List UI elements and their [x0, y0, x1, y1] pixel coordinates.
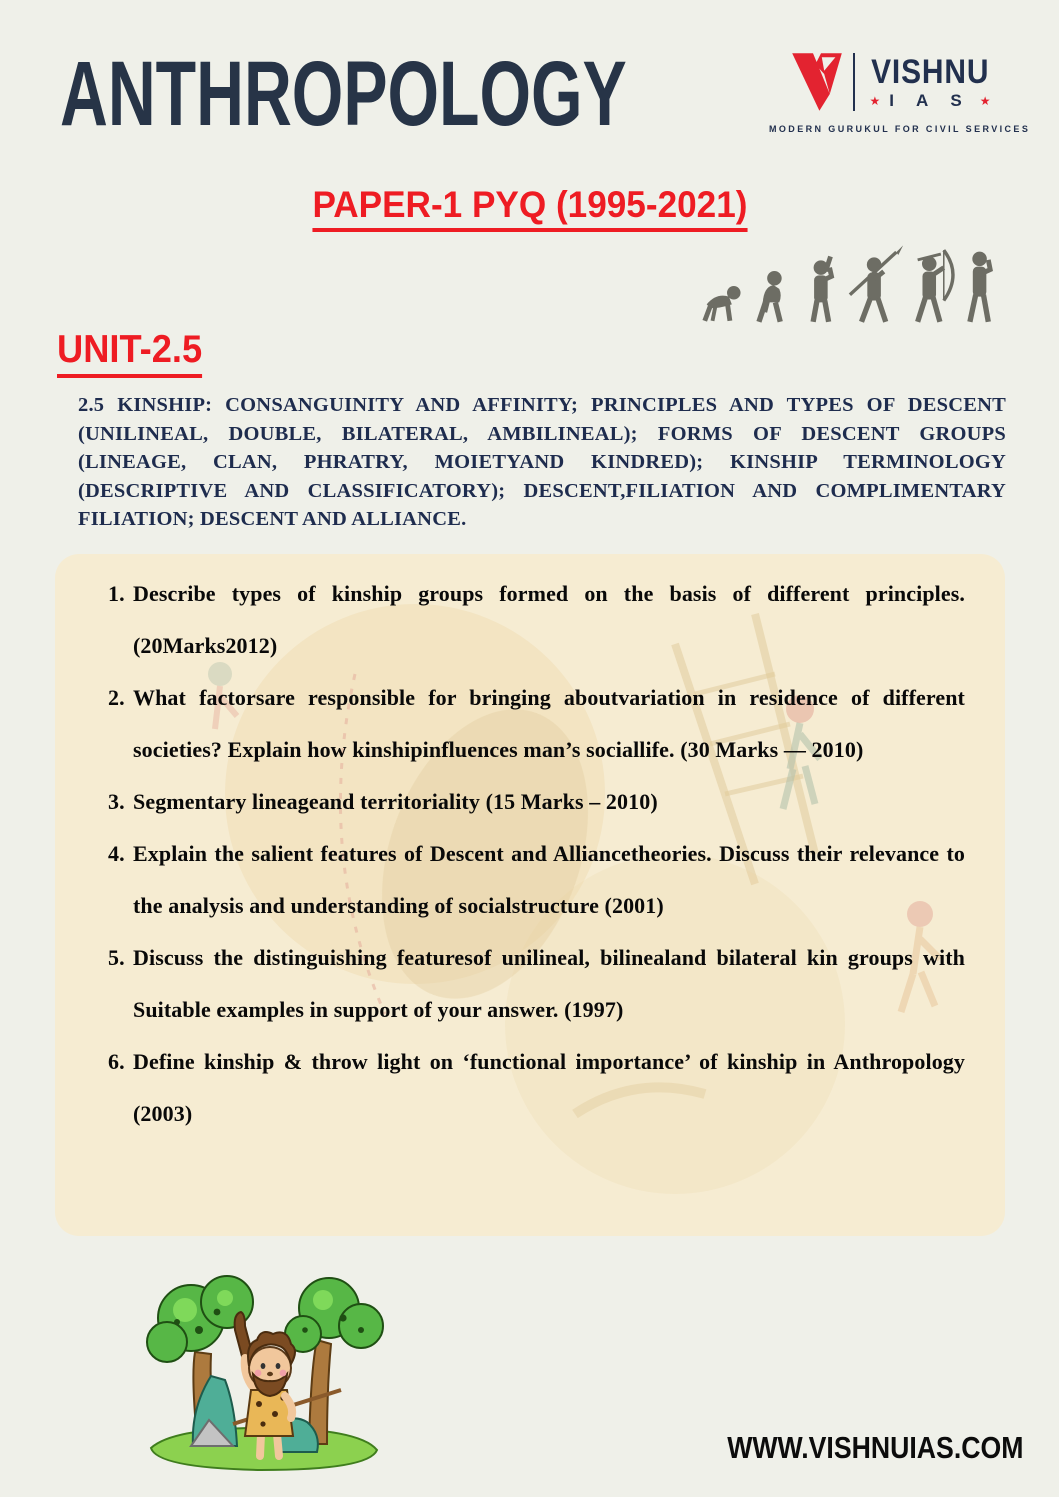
question-item [108, 776, 965, 828]
questions-panel [55, 554, 1005, 1236]
question-text: Segmentary lineageand territoriality (15 Marks – 2010) [133, 789, 658, 814]
logo-divider [853, 53, 855, 111]
evolution-of-man-icon [697, 243, 997, 328]
syllabus-text: 2.5 KINSHIP: CONSANGUINITY AND AFFINITY; PRINCIPLES AND TYPES OF DESCENT (UNILINEAL, DOUBLE, BILATERAL, AMBILINEAL); FORMS OF DESCENT GROUPS (LINEAGE, CLAN, PHRATRY, MOIETYAND KINDRED); KINSHIP TERMINOLOGY (DESCRIPTIVE AND CLASSIFICATORY); DESCENT,FILIATION AND COMPLIMENTARY FILIATION; DESCENT AND ALLIANCE. [78, 394, 1006, 530]
question-text: Define kinship & throw light on ‘functional importance’ of kinship in Anthropology (2003) [133, 1049, 965, 1126]
question-item [108, 828, 965, 932]
question-text: What factorsare responsible for bringing aboutvariation in residence of different societies? Explain how kinshipinfluences man’s sociallife. (30 Marks — 2010) [133, 685, 965, 762]
star-icon: ★ [979, 93, 991, 108]
website-url: WWW.VISHNUIAS.COM [726, 1430, 1023, 1465]
question-text: Describe types of kinship groups formed on the basis of different principles. (20Marks2012) [133, 581, 965, 658]
question-item [108, 568, 965, 672]
question-text: Discuss the distinguishing featuresof unilineal, bilinealand bilateral kin groups with Suitable examples in support of your answer. (1997) [133, 945, 965, 1022]
logo-tagline: MODERN GURUKUL FOR CIVIL SERVICES [769, 124, 1031, 134]
question-item [108, 932, 965, 1036]
unit-heading: UNIT-2.5 [57, 328, 202, 378]
question-number: 3. [108, 789, 125, 814]
page-title: ANTHROPOLOGY [60, 43, 627, 145]
question-number: 6. [108, 1049, 125, 1074]
question-text: Explain the salient features of Descent and Alliancetheories. Discuss their relevance to the analysis and understanding of socialstructure (2001) [133, 841, 965, 918]
question-number: 4. [108, 841, 125, 866]
logo-subbrand-text: I A S [889, 91, 971, 110]
logo-brand-text: VISHNU [870, 53, 990, 91]
question-list [55, 554, 1005, 1140]
vishnu-ias-logo [769, 50, 1031, 134]
paper-subtitle: PAPER-1 PYQ (1995-2021) [312, 184, 747, 232]
star-icon: ★ [869, 93, 881, 108]
question-number: 5. [108, 945, 125, 970]
question-item [108, 1036, 965, 1140]
logo-v-icon [789, 50, 845, 114]
question-number: 1. [108, 581, 125, 606]
caveman-illustration [133, 1256, 395, 1478]
question-item [108, 672, 965, 776]
question-number: 2. [108, 685, 125, 710]
